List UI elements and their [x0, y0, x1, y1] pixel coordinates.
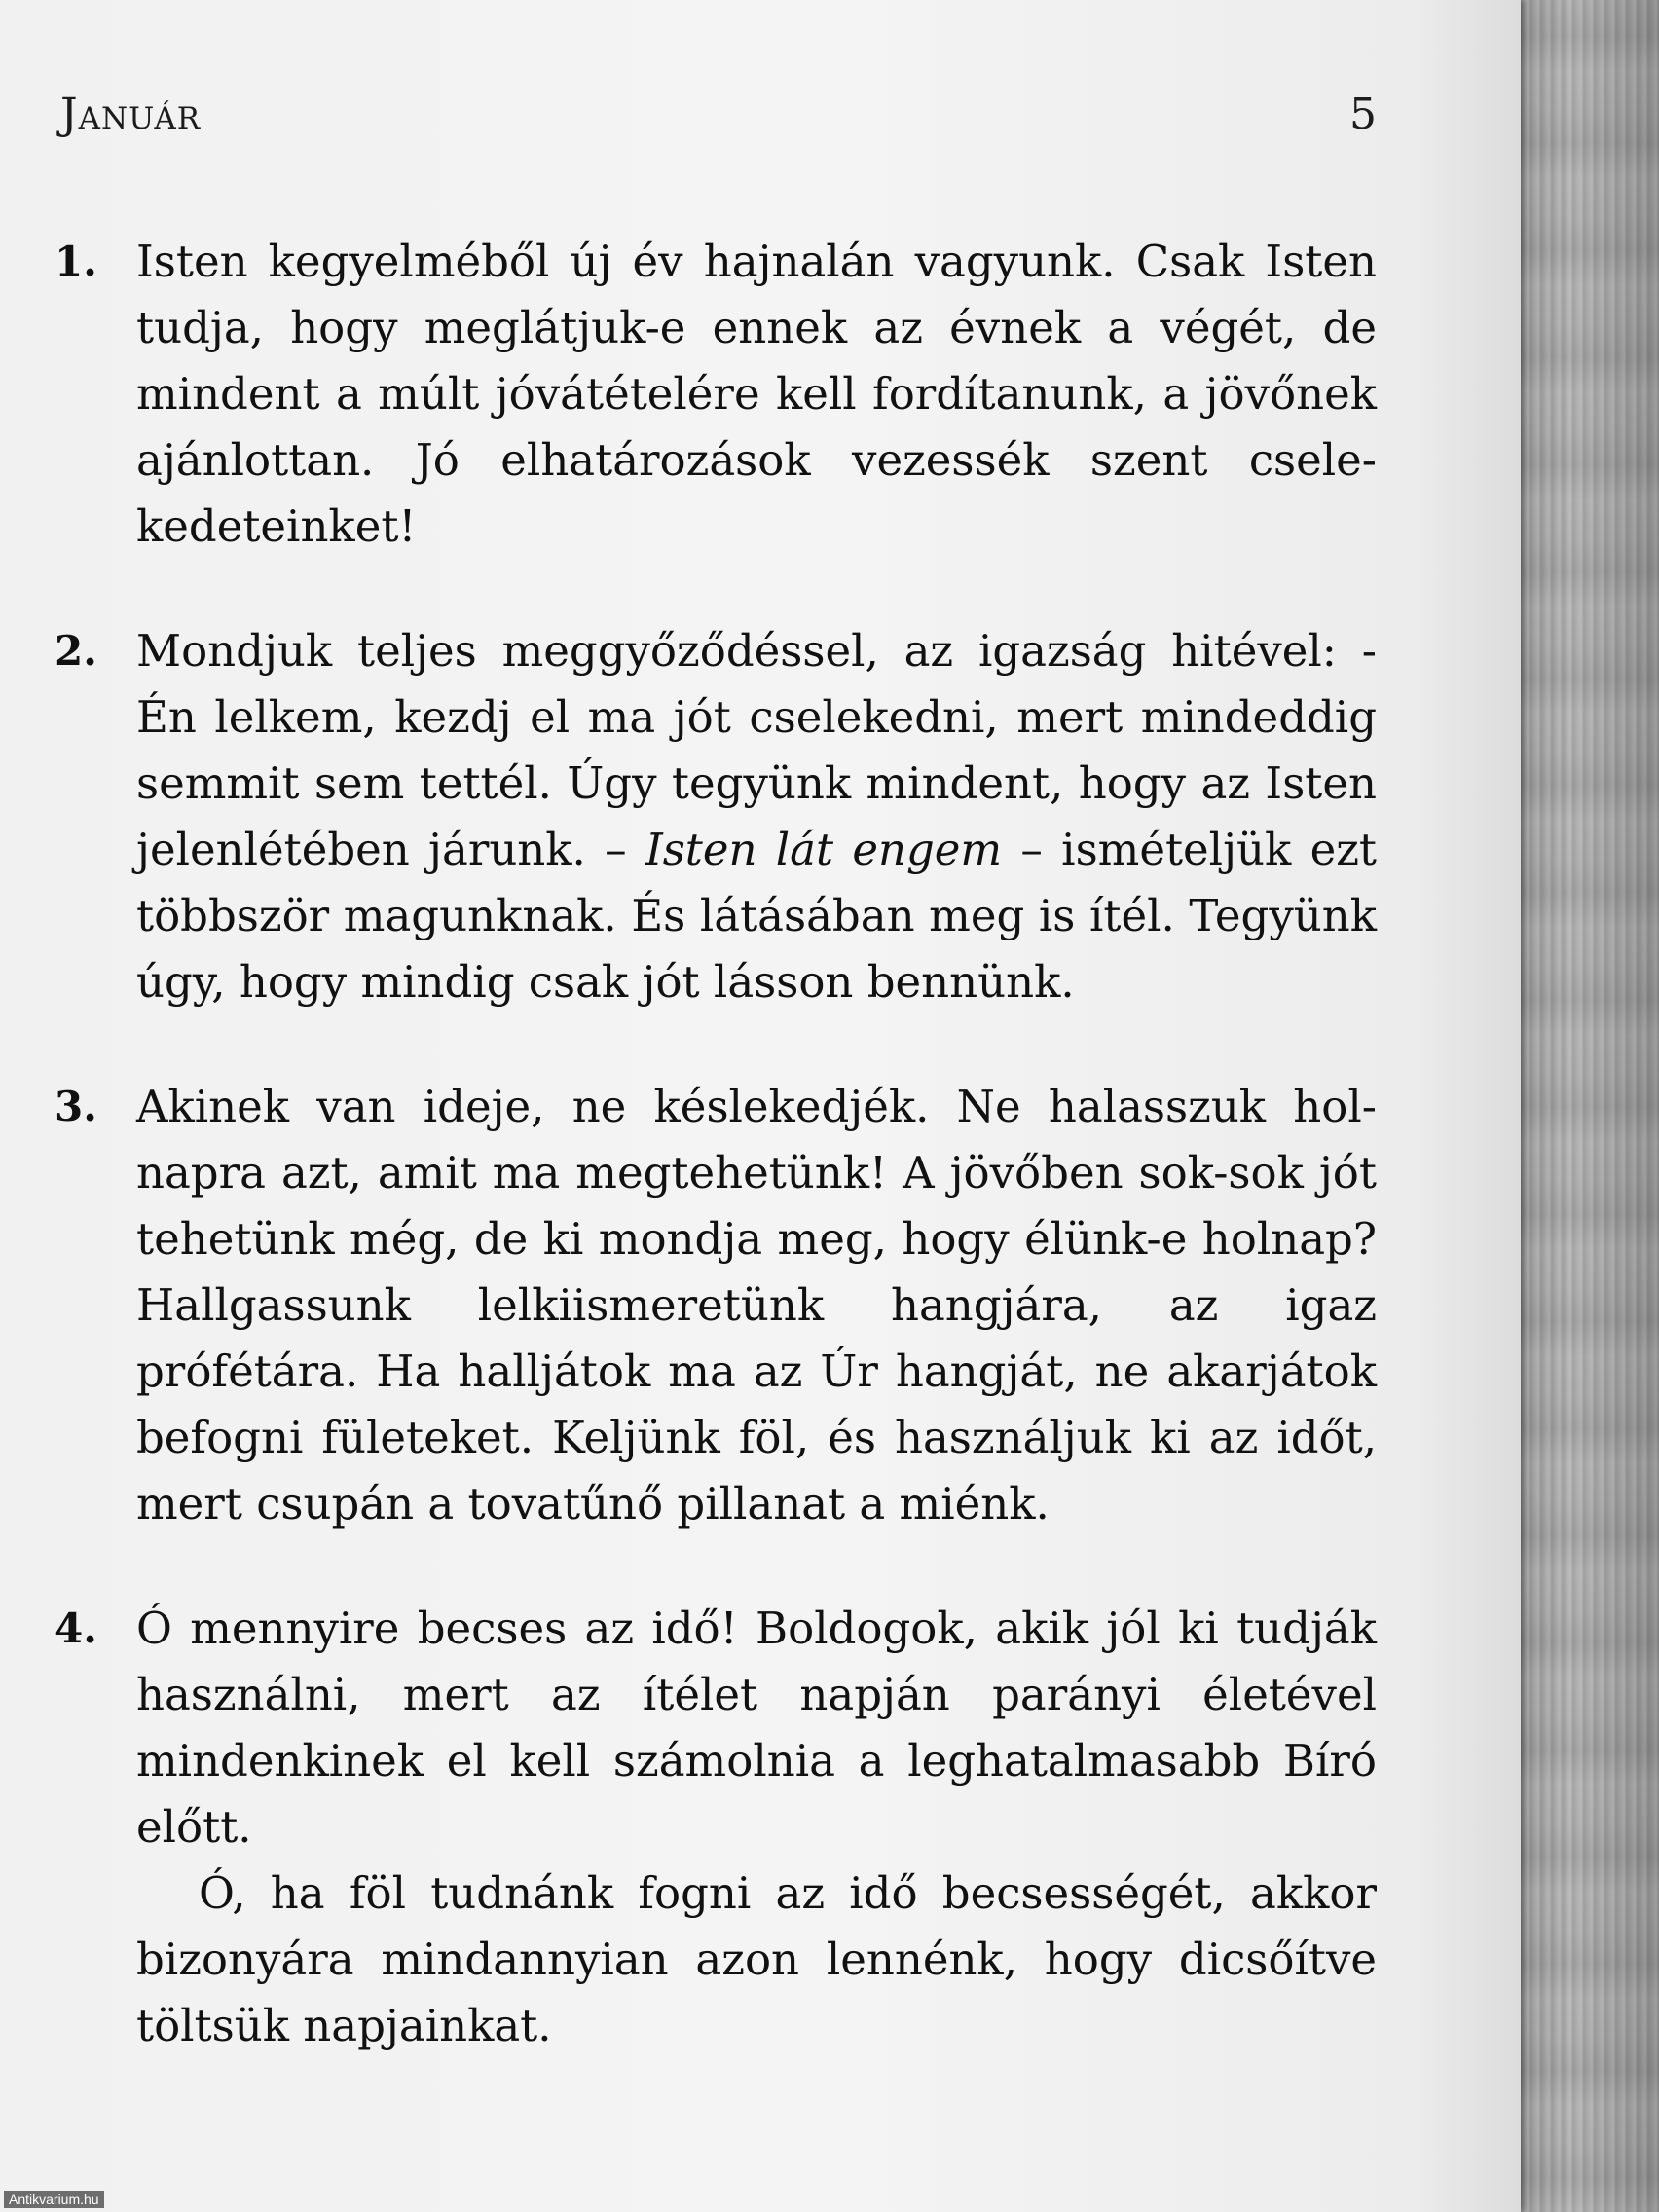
entry-1 [55, 229, 1377, 560]
entry-3 [55, 1074, 1377, 1537]
text-segment: – ismételjük ezt többször magunknak. És látásában meg is ítél. Tegyünk úgy, hogy mindig csak jót lásson bennünk. [136, 824, 1377, 1008]
page-number: 5 [1349, 90, 1377, 139]
running-head [60, 86, 1377, 144]
entry-2 [55, 618, 1377, 1015]
watermark: Antikvarium.hu [4, 2191, 104, 2208]
entry-paragraph: Akinek van ideje, ne késlekedjék. Ne halasszuk holnapra azt, amit ma megtehetünk! A jövőben sok-sok jót tehetünk még, de ki mondja meg, hogy élünk-e holnap? Hallgassunk lelkiismeretünk hangjára, az igaz prófétára. Ha halljátok ma az Úr hangját, ne akarjátok befogni fületeket. Keljünk föl, és használjuk ki az időt, mert csupán a tovatűnő pillanat a miénk. [136, 1081, 1377, 1530]
entry-number: 4. [55, 1604, 97, 1652]
wooden-surface-background [1514, 0, 1659, 2212]
entry-number: 2. [55, 627, 97, 675]
entry-paragraph: Isten kegyelméből új év hajnalán vagyunk. Csak Isten tudja, hogy meglátjuk-e ennek az évnek a végét, de mindent a múlt jóvátételére kell fordítanunk, a jövőnek ajánlottan. Jó elhatározások vezessék szent cselekedeteinket! [136, 236, 1377, 552]
entry-paragraph: Ó mennyire becses az idő! Boldogok, akik jól ki tudják használni, mert az ítélet napján parányi életével mindenkinek el kell számolnia a leghatalmasabb Bíró előtt. [136, 1603, 1377, 1853]
running-title: Január [60, 90, 202, 139]
entry-number: 3. [55, 1083, 97, 1130]
entry-number: 1. [55, 238, 97, 285]
entry-paragraph: Ó, ha föl tudnánk fogni az idő becsességét, akkor bizonyára mindannyian azon lennénk, hogy dicsőítve töltsük napjainkat. [136, 1867, 1377, 2051]
entry-4 [55, 1596, 1377, 2059]
page-content [55, 229, 1377, 2118]
italic-phrase: Isten lát engem [645, 824, 1003, 875]
text-segment: Mondjuk teljes meggyőződéssel, az igazság hitével: - Én lelkem, kezdj el ma jót cselekedni, mert mindeddig semmit sem tettél. Úgy tegyünk mindent, hogy az Isten jelenlétében járunk. – [136, 625, 1377, 875]
entry-paragraph [136, 618, 1377, 1015]
